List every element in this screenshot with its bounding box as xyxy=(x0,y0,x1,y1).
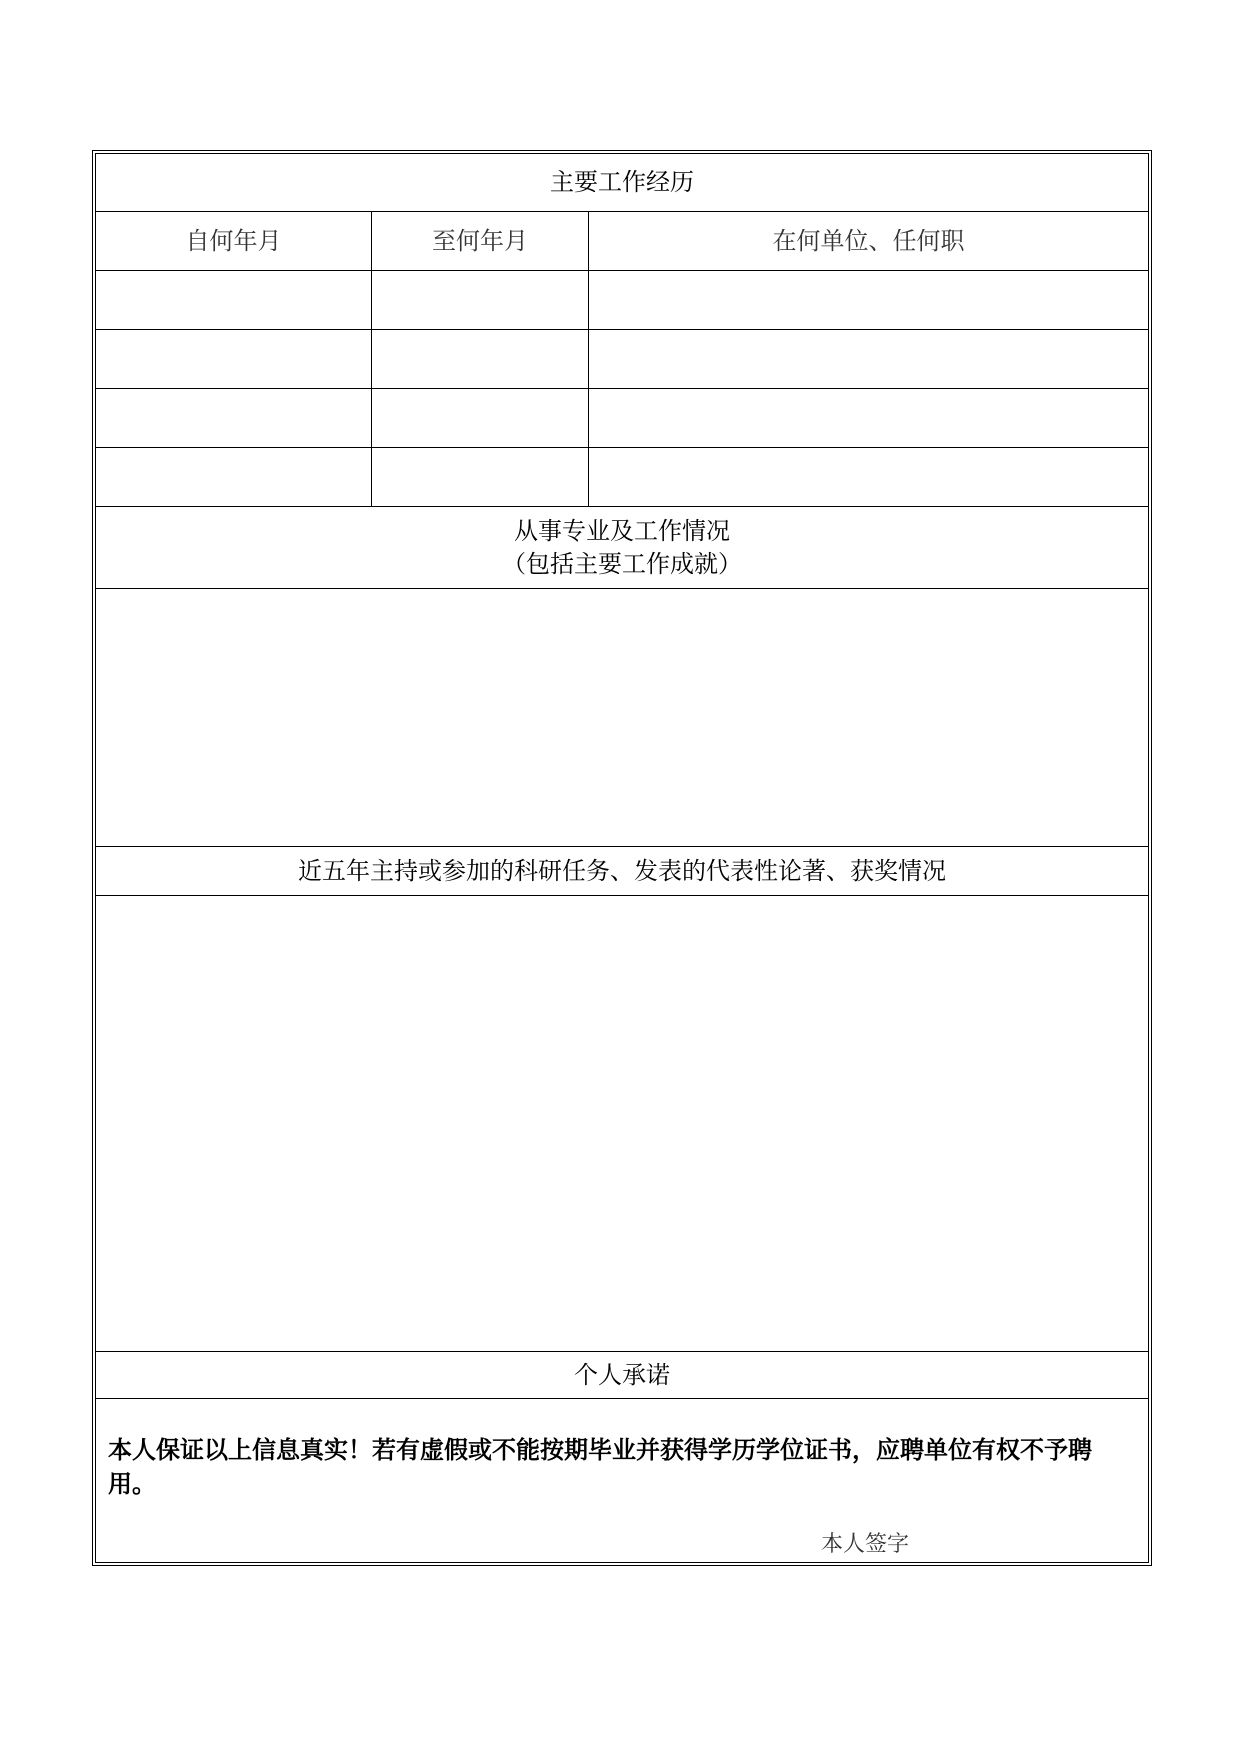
to-date-cell[interactable] xyxy=(372,448,589,507)
to-date-header: 至何年月 xyxy=(372,212,589,271)
signature-label: 本人签字 xyxy=(821,1532,910,1558)
specialty-title-line2: （包括主要工作成就） xyxy=(502,549,742,578)
position-cell[interactable] xyxy=(589,271,1149,330)
research-title: 近五年主持或参加的科研任务、发表的代表性论著、获奖情况 xyxy=(96,847,1149,896)
position-cell[interactable] xyxy=(589,389,1149,448)
position-header: 在何单位、任何职 xyxy=(589,212,1149,271)
from-date-cell[interactable] xyxy=(96,330,372,389)
application-form xyxy=(92,150,1152,1566)
position-cell[interactable] xyxy=(589,448,1149,507)
work-history-title: 主要工作经历 xyxy=(96,154,1149,212)
table-row xyxy=(96,448,1149,507)
specialty-title xyxy=(96,507,1149,589)
to-date-cell[interactable] xyxy=(372,271,589,330)
from-date-header: 自何年月 xyxy=(96,212,372,271)
from-date-cell[interactable] xyxy=(96,448,372,507)
from-date-cell[interactable] xyxy=(96,271,372,330)
position-cell[interactable] xyxy=(589,330,1149,389)
table-row xyxy=(96,389,1149,448)
to-date-cell[interactable] xyxy=(372,389,589,448)
commitment-content xyxy=(96,1399,1149,1563)
commitment-title: 个人承诺 xyxy=(96,1352,1149,1399)
research-content-area[interactable] xyxy=(96,896,1149,1352)
table-row xyxy=(96,271,1149,330)
table-row xyxy=(96,330,1149,389)
specialty-title-line1: 从事专业及工作情况 xyxy=(514,517,730,546)
form-table xyxy=(95,153,1149,1563)
to-date-cell[interactable] xyxy=(372,330,589,389)
from-date-cell[interactable] xyxy=(96,389,372,448)
specialty-content-area[interactable] xyxy=(96,589,1149,847)
commitment-statement: 本人保证以上信息真实！若有虚假或不能按期毕业并获得学历学位证书，应聘单位有权不予聘用。 xyxy=(108,1436,1092,1498)
